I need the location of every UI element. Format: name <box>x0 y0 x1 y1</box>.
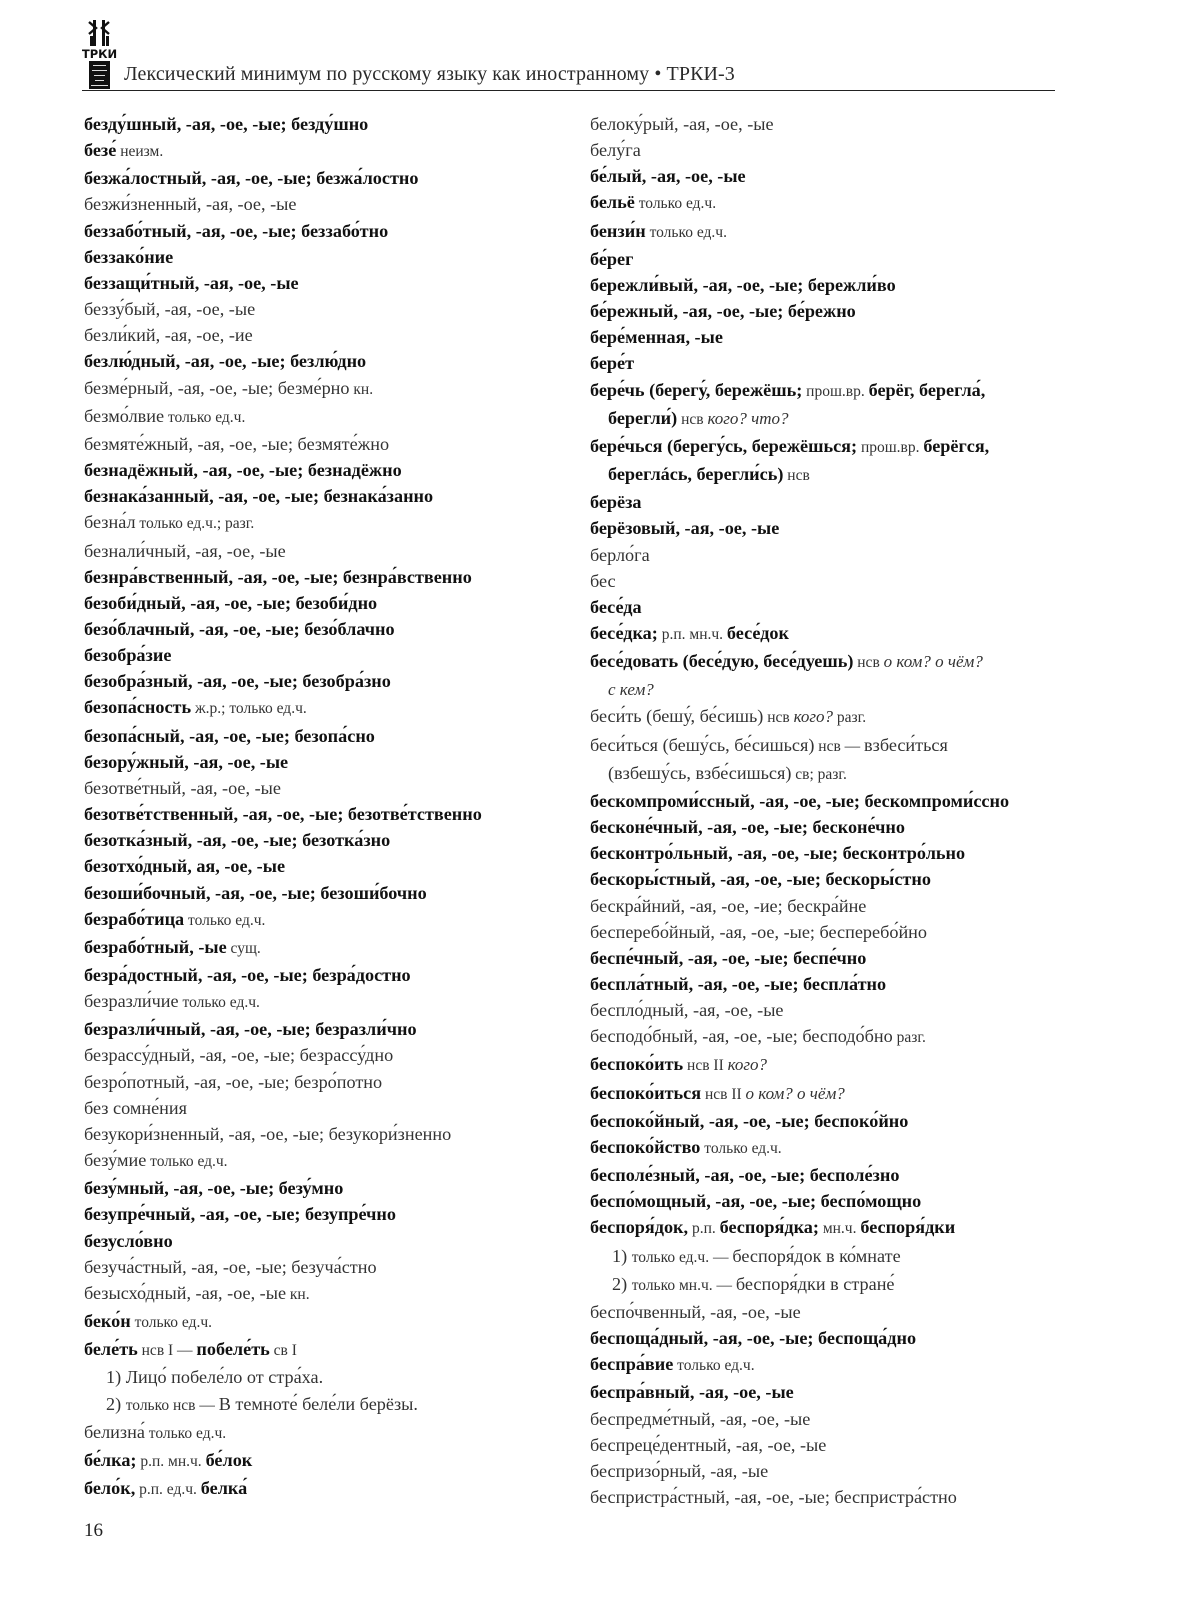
dictionary-entry <box>590 272 1070 298</box>
dictionary-entry <box>590 703 1070 731</box>
headword-bold: беспе́чный, -ая, -ое, -ые; беспе́чно <box>590 947 867 968</box>
headword-bold: бензи́н <box>590 220 646 241</box>
headword-bold: побеле́ть <box>196 1339 270 1360</box>
dictionary-entry <box>84 509 564 537</box>
dictionary-entry <box>84 1228 564 1254</box>
headword-bold: берёзовый, -ая, -ое, -ые <box>590 518 780 539</box>
dictionary-entry <box>590 1299 1070 1325</box>
dictionary-entry <box>84 906 564 934</box>
headword-bold: беспоря́дка; <box>719 1217 819 1238</box>
entry-text: беси́ться (бешу́сь, бе́сишься) <box>590 734 815 755</box>
entry-text: 2) <box>106 1393 126 1414</box>
headword-bold: бесе́да <box>590 596 642 617</box>
dictionary-entry <box>84 1147 564 1175</box>
government-question: о ком? о чём? <box>745 1083 845 1103</box>
dictionary-entry <box>84 642 564 668</box>
entry-text: безли́кий, -ая, -ое, -ие <box>84 325 253 346</box>
dictionary-entry <box>590 1432 1070 1458</box>
dictionary-entry <box>590 1162 1070 1188</box>
dictionary-entry <box>84 694 564 722</box>
headword-bold: берегли́) <box>608 407 678 428</box>
headword-bold: бе́лый, -ая, -ое, -ые <box>590 166 746 187</box>
headword-bold: безнра́вственный, -ая, -ое, -ые; безнра́вственно <box>84 566 472 587</box>
entry-text: беспризо́рный, -ая, -ые <box>590 1460 769 1481</box>
dictionary-entry <box>590 814 1070 840</box>
dictionary-entry <box>84 1069 564 1095</box>
dictionary-entry <box>84 457 564 483</box>
headword-bold: беле́ть <box>84 1339 138 1360</box>
dictionary-entry <box>84 723 564 749</box>
entry-text: 2) <box>612 1273 632 1294</box>
dictionary-entry <box>590 648 1070 676</box>
entry-text: беспоря́док в ко́мнате <box>732 1245 901 1266</box>
entry-text: берло́га <box>590 544 650 565</box>
grammar-note: нсв — <box>814 737 865 755</box>
dictionary-entry <box>84 137 564 165</box>
headword-bold: бесконтро́льный, -ая, -ое, -ые; бесконтро́льно <box>590 843 966 864</box>
headword-bold: безнадёжный, -ая, -ое, -ые; безнадёжно <box>84 460 402 481</box>
dictionary-entry <box>590 1023 1070 1051</box>
dictionary-entry <box>84 934 564 962</box>
entry-text: безнали́чный, -ая, -ое, -ые <box>84 540 286 561</box>
headword-bold: беспла́тный, -ая, -ое, -ые; беспла́тно <box>590 974 887 994</box>
headword-bold: безрабо́тица <box>84 908 185 929</box>
dictionary-entry <box>590 1080 1070 1108</box>
dictionary-entry <box>590 489 1070 515</box>
grammar-note: только мн.ч. — <box>631 1276 736 1294</box>
grammar-note: только ед.ч. <box>673 1357 755 1375</box>
dictionary-entry <box>590 971 1070 997</box>
dictionary-entry <box>590 377 1070 405</box>
entry-text: (взбешу́сь, взбе́сишься) <box>608 762 792 783</box>
dictionary-entry <box>84 322 564 348</box>
dictionary-entry <box>84 270 564 296</box>
grammar-note: нсв <box>763 709 794 727</box>
dictionary-entry <box>84 853 564 879</box>
dictionary-entry <box>84 1475 564 1503</box>
grammar-note: прош.вр. <box>857 438 924 456</box>
entry-text: В темноте́ беле́ли берёзы. <box>218 1393 418 1414</box>
headword-bold: бело́к, <box>84 1477 136 1498</box>
entry-text: беси́ть (бешу́, бе́сишь) <box>590 706 764 727</box>
dictionary-entry <box>84 483 564 509</box>
headword-bold: безе́ <box>84 140 117 161</box>
dictionary-entry <box>84 564 564 590</box>
headword-bold: безупре́чный, -ая, -ое, -ые; безупре́чно <box>84 1204 396 1225</box>
government-question: кого? <box>727 1055 768 1075</box>
dictionary-entry <box>590 246 1070 272</box>
government-question: о ком? о чём? <box>883 652 983 672</box>
headword-bold: белка́ <box>200 1477 248 1498</box>
headword-bold: бере́чь (берегу́, бережёшь; <box>590 379 803 400</box>
grammar-note: нсв <box>783 467 810 485</box>
entry-text: безмяте́жный, -ая, -ое, -ые; безмяте́жно <box>84 433 390 454</box>
grammar-note: разг. <box>892 1029 926 1047</box>
entry-text: беспреце́дентный, -ая, -ое, -ые <box>590 1434 827 1455</box>
dictionary-entry <box>590 163 1070 189</box>
dictionary-entry <box>84 296 564 322</box>
grammar-note: только ед.ч. <box>178 994 260 1012</box>
dictionary-entry <box>590 1214 1070 1242</box>
entry-text: безу́мие <box>84 1150 147 1171</box>
headword-bold: беззабо́тный, -ая, -ое, -ые; беззабо́тно <box>84 220 389 241</box>
dictionary-entry <box>84 1175 564 1201</box>
dictionary-entry-continuation <box>84 1364 564 1390</box>
grammar-note: только ед.ч. <box>164 408 246 426</box>
headword-bold: бе́режный, -ая, -ое, -ые; бе́режно <box>590 301 856 322</box>
dictionary-entry <box>84 244 564 270</box>
dictionary-entry <box>84 111 564 137</box>
government-question: с кем? <box>608 680 654 700</box>
headword-bold: безотхо́дный, ая, -ое, -ые <box>84 856 286 877</box>
grammar-note: р.п. мн.ч. <box>657 625 727 643</box>
grammar-note: прош.вр. <box>802 382 869 400</box>
entry-text: безрассу́дный, -ая, -ое, -ые; безрассу́дно <box>84 1045 394 1066</box>
dictionary-entry <box>590 568 1070 594</box>
dictionary-entry <box>84 668 564 694</box>
entry-text: 1) Лицо́ побеле́ло от стра́ха. <box>106 1367 324 1388</box>
dictionary-entry <box>590 350 1070 376</box>
grammar-note: только ед.ч. <box>130 1314 213 1332</box>
dictionary-entry <box>590 788 1070 814</box>
dictionary-entry <box>590 945 1070 971</box>
headword-bold: беспоко́иться <box>590 1082 702 1103</box>
entry-text: бескра́йний, -ая, -ое, -ие; бескра́йне <box>590 895 867 916</box>
headword-bold: бере́т <box>590 353 635 374</box>
dictionary-entry <box>590 1458 1070 1484</box>
entry-text: белоку́рый, -ая, -ое, -ые <box>590 114 774 134</box>
entry-text: без сомне́ния <box>84 1097 188 1118</box>
dictionary-entry <box>590 111 1070 137</box>
headword-bold: безопа́сный, -ая, -ое, -ые; безопа́сно <box>84 725 375 746</box>
grammar-note: неизм. <box>116 143 164 161</box>
headword-bold: беспра́вный, -ая, -ое, -ые <box>590 1382 794 1403</box>
dictionary-column-right <box>590 111 1070 1510</box>
headword-bold: бере́чься (берегу́сь, бережёшься; <box>590 435 858 456</box>
headword-bold: берёгся, <box>923 435 990 456</box>
government-question: кого? <box>793 707 834 727</box>
entry-text: бесперебо́йный, -ая, -ое, -ые; бесперебо́йно <box>590 921 928 942</box>
grammar-note: кн. <box>349 380 374 398</box>
dictionary-entry <box>590 1188 1070 1214</box>
dictionary-entry <box>84 1095 564 1121</box>
headword-bold: бескомпроми́ссный, -ая, -ое, -ые; бескомпроми́ссно <box>590 790 1010 811</box>
headword-bold: бе́лок <box>205 1449 253 1470</box>
headword-bold: безра́достный, -ая, -ое, -ые; безра́достно <box>84 965 411 985</box>
dictionary-entry <box>84 775 564 801</box>
entry-text: беспоря́дки в стране́ <box>735 1273 895 1294</box>
entry-text: белу́га <box>590 140 641 161</box>
headword-bold: бесе́док <box>726 622 789 643</box>
headword-bold: берёза <box>590 492 642 513</box>
grammar-note: только ед.ч. <box>146 1153 228 1171</box>
grammar-note: нсв <box>677 410 708 428</box>
headword-bold: безнака́занный, -ая, -ое, -ые; безнака́занно <box>84 486 434 507</box>
headword-bold: безу́мный, -ая, -ое, -ые; безу́мно <box>84 1178 344 1199</box>
headword-bold: беззако́ние <box>84 246 174 267</box>
entry-text: беспредме́тный, -ая, -ое, -ые <box>590 1408 811 1429</box>
grammar-note: кн. <box>286 1285 310 1303</box>
dictionary-entry-continuation <box>590 405 1070 433</box>
grammar-note: только ед.ч. <box>144 1424 227 1442</box>
headword-bold: бесполе́зный, -ая, -ое, -ые; бесполе́зно <box>590 1165 900 1186</box>
grammar-note: р.п. ед.ч. <box>135 1480 201 1498</box>
dictionary-entry <box>590 542 1070 568</box>
dictionary-entry <box>590 620 1070 648</box>
grammar-note: нсв II <box>701 1085 746 1103</box>
headword-bold: безотве́тственный, -ая, -ое, -ые; безотве́тственно <box>84 804 482 825</box>
dictionary-entry <box>590 189 1070 217</box>
dictionary-entry <box>590 137 1070 163</box>
headword-bold: беззащи́тный, -ая, -ое, -ые <box>84 272 299 293</box>
grammar-note: только ед.ч. <box>634 195 717 213</box>
grammar-note: только нсв — <box>125 1396 219 1414</box>
dictionary-entry <box>84 1201 564 1227</box>
headword-bold: беспоря́дки <box>860 1217 956 1238</box>
headword-bold: безлю́дный, -ая, -ое, -ые; безлю́дно <box>84 351 367 372</box>
dictionary-entry <box>84 1254 564 1280</box>
headword-bold: безо́блачный, -ая, -ое, -ые; безо́блачно <box>84 618 395 639</box>
dictionary-entry-continuation <box>590 461 1070 489</box>
headword-bold: беспоща́дный, -ая, -ое, -ые; беспоща́дно <box>590 1328 917 1349</box>
entry-text: бес <box>590 570 616 591</box>
grammar-note: нсв I — <box>137 1342 197 1360</box>
entry-text: безысхо́дный, -ая, -ое, -ые <box>84 1282 287 1303</box>
entry-text: безжи́зненный, -ая, -ое, -ые <box>84 194 297 215</box>
dictionary-entry <box>84 348 564 374</box>
headword-bold: беспоко́йство <box>590 1136 701 1157</box>
grammar-note: только ед.ч. <box>645 223 727 241</box>
logo-text: ТРКИ <box>82 47 118 61</box>
dictionary-entry-continuation <box>84 1391 564 1419</box>
dictionary-entry <box>84 403 564 431</box>
grammar-note: нсв II <box>683 1057 728 1075</box>
page-number: 16 <box>84 1520 103 1541</box>
dictionary-entry <box>84 988 564 1016</box>
page-header <box>82 18 1055 91</box>
entry-text: безмо́лвие <box>84 405 165 426</box>
headword-bold: берёг, берегла́, <box>868 379 986 400</box>
dictionary-entry <box>590 1108 1070 1134</box>
headword-bold: безразли́чный, -ая, -ое, -ые; безразли́чно <box>84 1019 417 1040</box>
dictionary-entry <box>84 538 564 564</box>
entry-text: беспло́дный, -ая, -ое, -ые <box>590 1000 784 1021</box>
dictionary-entry <box>590 893 1070 919</box>
dictionary-entry <box>590 840 1070 866</box>
dictionary-entry <box>590 732 1070 760</box>
dictionary-entry <box>590 1051 1070 1079</box>
dictionary-entry <box>590 1325 1070 1351</box>
entry-text: безро́потный, -ая, -ое, -ые; безро́потно <box>84 1071 383 1092</box>
headword-bold: бережли́вый, -ая, -ое, -ые; бережли́во <box>590 274 896 295</box>
grammar-note: р.п. <box>688 1220 720 1238</box>
grammar-note: ж.р.; только ед.ч. <box>191 700 307 718</box>
dictionary-column-left <box>84 111 564 1503</box>
dictionary-entry <box>84 375 564 403</box>
entry-text: беспо́чвенный, -ая, -ое, -ые <box>590 1301 801 1322</box>
entry-text: безотве́тный, -ая, -ое, -ые <box>84 777 281 798</box>
headword-bold: безоби́дный, -ая, -ое, -ые; безоби́дно <box>84 592 378 613</box>
headword-bold: беспоко́ить <box>590 1054 684 1075</box>
headword-bold: беспоря́док, <box>590 1217 689 1238</box>
dictionary-entry <box>84 616 564 642</box>
headword-bold: бельё <box>590 192 635 213</box>
headword-bold: безобра́зие <box>84 645 172 666</box>
trki-logo-icon <box>82 18 118 90</box>
dictionary-entry <box>590 1484 1070 1510</box>
entry-text: безме́рный, -ая, -ое, -ые; безме́рно <box>84 377 350 398</box>
dictionary-entry <box>84 1336 564 1364</box>
government-question: кого? что? <box>707 408 789 428</box>
entry-text: безукори́зненный, -ая, -ое, -ые; безукори́зненно <box>84 1123 452 1144</box>
dictionary-entry <box>590 433 1070 461</box>
dictionary-entry <box>590 594 1070 620</box>
headword-bold: безжа́лостный, -ая, -ое, -ые; безжа́лостно <box>84 168 419 189</box>
dictionary-entry <box>84 962 564 988</box>
entry-text: взбеси́ться <box>864 734 948 755</box>
entry-text: белизна́ <box>84 1421 145 1442</box>
entry-text: безуча́стный, -ая, -ое, -ые; безуча́стно <box>84 1256 377 1277</box>
dictionary-entry-continuation <box>590 1243 1070 1271</box>
headword-bold: бесе́дка; <box>590 622 658 643</box>
headword-bold: береглáсь, берегли́сь) <box>608 464 784 485</box>
dictionary-entry <box>84 827 564 853</box>
grammar-note: только ед.ч. — <box>631 1248 733 1266</box>
dictionary-entry <box>590 515 1070 541</box>
dictionary-entry-continuation <box>590 760 1070 788</box>
headword-bold: безусло́вно <box>84 1230 173 1251</box>
dictionary-entry <box>590 866 1070 892</box>
headword-bold: беспоко́йный, -ая, -ое, -ые; беспоко́йно <box>590 1110 909 1131</box>
headword-bold: безобра́зный, -ая, -ое, -ые; безобра́зно <box>84 671 391 692</box>
entry-text: беспристра́стный, -ая, -ое, -ые; беспристра́стно <box>590 1486 957 1507</box>
grammar-note: св; разг. <box>791 765 847 783</box>
grammar-note: только ед.ч. <box>184 911 266 929</box>
headword-bold: бесе́довать (бесе́дую, бесе́дуешь) <box>590 651 854 672</box>
headword-bold: бере́менная, -ые <box>590 327 723 348</box>
dictionary-entry <box>84 801 564 827</box>
entry-text: беззу́бый, -ая, -ое, -ые <box>84 299 256 320</box>
headword-bold: бе́лка; <box>84 1449 137 1470</box>
dictionary-entry <box>84 1042 564 1068</box>
headword-bold: бескоры́стный, -ая, -ое, -ые; бескоры́стно <box>590 869 931 890</box>
dictionary-entry <box>84 218 564 244</box>
headword-bold: беко́н <box>84 1311 131 1332</box>
grammar-note: разг. <box>833 709 867 727</box>
dictionary-entry <box>84 749 564 775</box>
running-header-title: Лексический минимум по русскому языку как иностранному • ТРКИ-3 <box>124 63 735 85</box>
entry-text: безразли́чие <box>84 991 179 1012</box>
dictionary-entry <box>84 1121 564 1147</box>
dictionary-entry <box>590 997 1070 1023</box>
dictionary-entry <box>84 431 564 457</box>
headword-bold: безду́шный, -ая, -ое, -ые; безду́шно <box>84 114 369 134</box>
dictionary-entry <box>590 218 1070 246</box>
dictionary-entry <box>84 880 564 906</box>
headword-bold: беспра́вие <box>590 1354 674 1375</box>
dictionary-entry <box>590 298 1070 324</box>
grammar-note: р.п. мн.ч. <box>136 1452 206 1470</box>
headword-bold: беспо́мощный, -ая, -ое, -ые; беспо́мощно <box>590 1191 922 1212</box>
headword-bold: безотка́зный, -ая, -ое, -ые; безотка́зно <box>84 830 391 851</box>
headword-bold: бесконе́чный, -ая, -ое, -ые; бесконе́чно <box>590 817 905 838</box>
dictionary-entry <box>590 1406 1070 1432</box>
entry-text: 1) <box>612 1245 632 1266</box>
headword-bold: безору́жный, -ая, -ое, -ые <box>84 751 289 772</box>
entry-text: бесподо́бный, -ая, -ое, -ые; бесподо́бно <box>590 1026 893 1047</box>
dictionary-entry <box>590 324 1070 350</box>
grammar-note: мн.ч. <box>818 1220 861 1238</box>
dictionary-entry <box>84 1419 564 1447</box>
grammar-note: только ед.ч.; разг. <box>135 515 255 533</box>
dictionary-entry <box>84 1016 564 1042</box>
dictionary-entry <box>590 1351 1070 1379</box>
grammar-note: сущ. <box>226 939 261 957</box>
grammar-note: нсв <box>853 654 884 672</box>
dictionary-entry <box>84 1308 564 1336</box>
dictionary-entry <box>590 1379 1070 1405</box>
headword-bold: безрабо́тный, -ые <box>84 936 227 957</box>
dictionary-entry-continuation <box>590 676 1070 703</box>
grammar-note: св I <box>269 1342 297 1360</box>
dictionary-entry-continuation <box>590 1271 1070 1299</box>
headword-bold: безопа́сность <box>84 697 192 718</box>
dictionary-entry <box>84 1280 564 1308</box>
entry-text: безна́л <box>84 512 136 533</box>
dictionary-entry <box>84 191 564 217</box>
headword-bold: бе́рег <box>590 248 634 269</box>
dictionary-entry <box>590 1134 1070 1162</box>
dictionary-entry <box>590 919 1070 945</box>
dictionary-entry <box>84 1447 564 1475</box>
dictionary-entry <box>84 590 564 616</box>
headword-bold: безоши́бочный, -ая, -ое, -ые; безоши́бочно <box>84 882 427 903</box>
grammar-note: только ед.ч. <box>700 1139 782 1157</box>
dictionary-entry <box>84 165 564 191</box>
